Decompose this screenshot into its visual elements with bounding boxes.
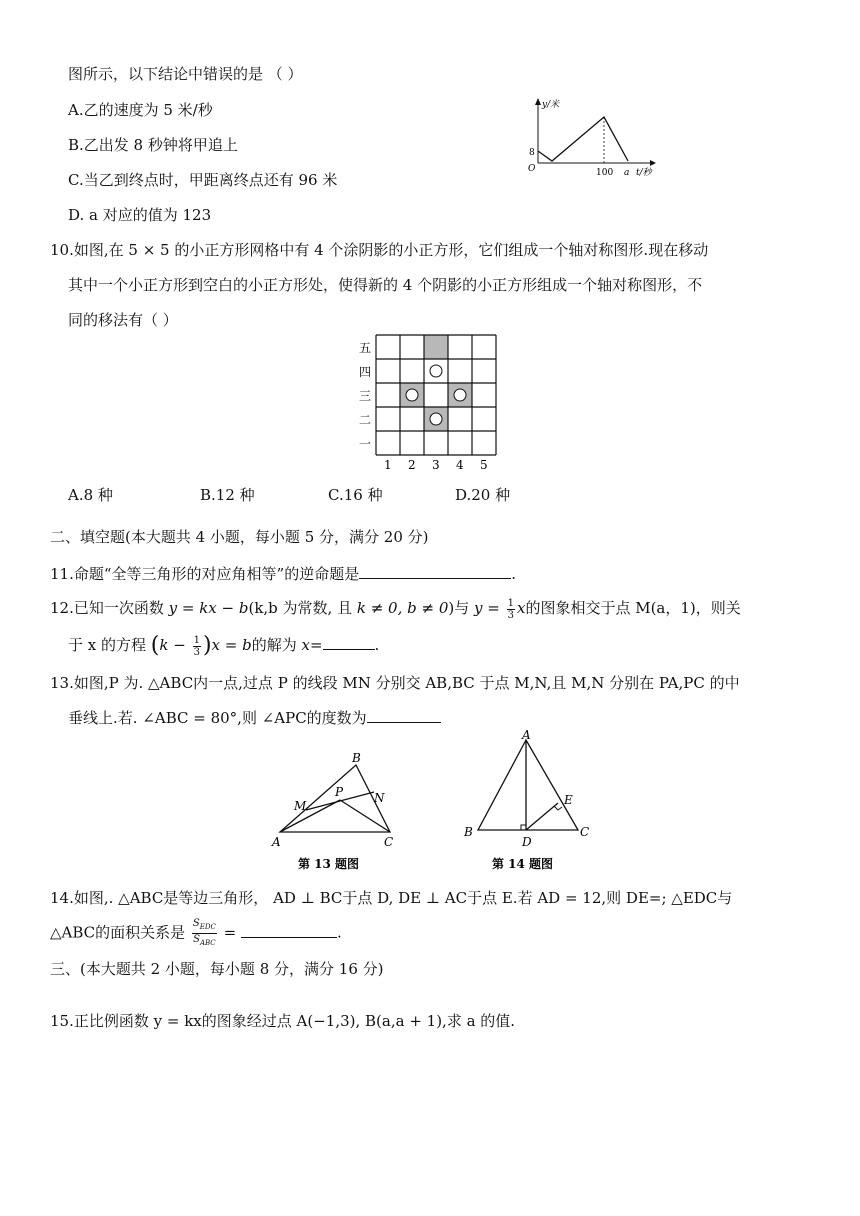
q14-line2 bbox=[50, 918, 342, 949]
q10-row-label: 四 bbox=[359, 365, 372, 379]
section-3-heading: 三、(本大题共 2 小题，每小题 8 分，满分 16 分) bbox=[50, 960, 384, 978]
q14-text: △ABC的面积关系是 bbox=[50, 923, 190, 942]
q13-text: 垂线上.若. ∠ABC = 80°,则 ∠APC的度数为 bbox=[68, 709, 367, 727]
fig14-label-e: E bbox=[564, 793, 573, 807]
q12-fraction: $\frac{1}{3}$ bbox=[193, 634, 200, 658]
q12-text: 于 x 的方程 bbox=[68, 636, 151, 654]
q14-area-fraction: $\frac{S_{EDC}}{S_{ABC}}$ bbox=[192, 918, 216, 947]
q14-line1: 14.如图,. △ABC是等边三角形， AD ⊥ BC于点 D, DE ⊥ AC于点 E.若 AD = 12,则 DE=; △EDC与 bbox=[50, 889, 733, 907]
q10-line1: 10.如图,在 5 × 5 的小正方形网格中有 4 个涂阴影的小正方形，它们组成一个轴对称图形.现在移动 bbox=[50, 241, 709, 259]
q10-row-label: 三 bbox=[359, 389, 372, 403]
q12-end: . bbox=[374, 636, 380, 654]
q12-text: )与 bbox=[448, 599, 475, 617]
q12-paren-close: ) bbox=[202, 633, 212, 658]
q12-fraction: $\frac{1}{3}$ bbox=[507, 597, 514, 621]
q12-equation-3-rhs: x = b bbox=[211, 636, 252, 654]
q9-x-label: t/秒 bbox=[636, 168, 652, 178]
figure-14 bbox=[458, 728, 598, 877]
q9-graph bbox=[520, 95, 660, 180]
q9-option-a: A.乙的速度为 5 米/秒 bbox=[68, 101, 213, 119]
q12-equation-3: k − bbox=[159, 636, 191, 654]
q10-col-label: 3 bbox=[432, 458, 440, 472]
fig14-label-b: B bbox=[464, 825, 473, 839]
q13-line1: 13.如图,P 为. △ABC内一点,过点 P 的线段 MN 分别交 AB,BC 于点 M,N,且 M,N 分别在 PA,PC 的中 bbox=[50, 674, 740, 692]
q9-option-b: B.乙出发 8 秒钟将甲追上 bbox=[68, 136, 238, 154]
q10-col-label: 5 bbox=[480, 458, 488, 472]
q12-text: 12.已知一次函数 bbox=[50, 599, 169, 617]
q10-option-d: D.20 种 bbox=[455, 486, 511, 504]
q9-x-end: a bbox=[624, 168, 630, 178]
q14-answer-blank bbox=[241, 921, 337, 938]
fig13-label-p: P bbox=[335, 785, 344, 799]
q12-equation-2: y = bbox=[474, 599, 505, 617]
q10-option-c: C.16 种 bbox=[328, 486, 383, 504]
q14-end: . bbox=[336, 923, 342, 942]
q11 bbox=[50, 562, 516, 585]
fig14-label-d: D bbox=[522, 835, 532, 849]
q12-equation-2-x: x bbox=[516, 599, 526, 617]
fig13-label-n: N bbox=[374, 791, 385, 805]
q12-line1 bbox=[50, 597, 741, 621]
q9-option-c: C.当乙到终点时，甲距离终点还有 96 米 bbox=[68, 171, 338, 189]
q9-y-label: y/米 bbox=[542, 100, 560, 110]
q10-option-a: A.8 种 bbox=[68, 486, 113, 504]
q10-row-label: 五 bbox=[359, 341, 372, 355]
q10-shaded-cell bbox=[424, 335, 448, 359]
q12-line2 bbox=[68, 633, 379, 658]
q15: 15.正比例函数 y = kx的图象经过点 A(−1,3), B(a,a + 1),求 a 的值. bbox=[50, 1012, 516, 1030]
q12-condition: k ≠ 0, b ≠ 0 bbox=[356, 599, 449, 617]
q12-paren-open: ( bbox=[150, 633, 160, 658]
fig13-label-a: A bbox=[272, 835, 281, 849]
q9-x-tick: 100 bbox=[596, 168, 614, 178]
q10-col-label: 4 bbox=[456, 458, 464, 472]
q10-row-label: 一 bbox=[359, 437, 372, 451]
fig14-label-a: A bbox=[522, 728, 531, 742]
q11-answer-blank bbox=[359, 562, 511, 579]
fig13-label-m: M bbox=[294, 799, 307, 813]
q12-answer-var: x= bbox=[301, 636, 323, 654]
fig14-caption: 第 14 题图 bbox=[492, 857, 554, 871]
q11-text: 11.命题“全等三角形的对应角相等”的逆命题是 bbox=[50, 565, 360, 583]
q10-col-label: 2 bbox=[408, 458, 416, 472]
section-2-heading: 二、填空题(本大题共 4 小题，每小题 5 分，满分 20 分) bbox=[50, 528, 429, 546]
q9-origin: O bbox=[528, 164, 536, 174]
q10-line3: 同的移法有（ ） bbox=[68, 311, 178, 329]
q12-text: (k,b 为常数, 且 bbox=[248, 599, 357, 617]
q9-y-tick: 8 bbox=[529, 148, 535, 158]
fig13-caption: 第 13 题图 bbox=[298, 857, 360, 871]
fig13-label-b: B bbox=[352, 752, 361, 765]
fig14-label-c: C bbox=[580, 825, 590, 839]
q10-option-b: B.12 种 bbox=[200, 486, 255, 504]
fig13-label-c: C bbox=[384, 835, 394, 849]
q10-grid-figure bbox=[355, 330, 515, 475]
q13-answer-blank bbox=[367, 706, 441, 723]
q10-col-label: 1 bbox=[384, 458, 392, 472]
q13-line2 bbox=[68, 706, 441, 729]
figure-13 bbox=[268, 752, 408, 877]
q12-equation-1: y = kx − b bbox=[168, 599, 249, 617]
q11-end: . bbox=[511, 565, 516, 583]
q9-stem-tail: 图所示，以下结论中错误的是 （ ） bbox=[68, 65, 303, 83]
q12-answer-blank bbox=[323, 633, 375, 650]
q12-text: 的解为 bbox=[251, 636, 302, 654]
q9-option-d: D. a 对应的值为 123 bbox=[68, 206, 212, 224]
q14-equals: = bbox=[218, 923, 241, 942]
q10-line2: 其中一个小正方形到空白的小正方形处，使得新的 4 个阴影的小正方形组成一个轴对称图形，不 bbox=[68, 276, 703, 294]
q12-text: 的图象相交于点 M(a，1)，则关 bbox=[525, 599, 741, 617]
q10-row-label: 二 bbox=[359, 413, 372, 427]
